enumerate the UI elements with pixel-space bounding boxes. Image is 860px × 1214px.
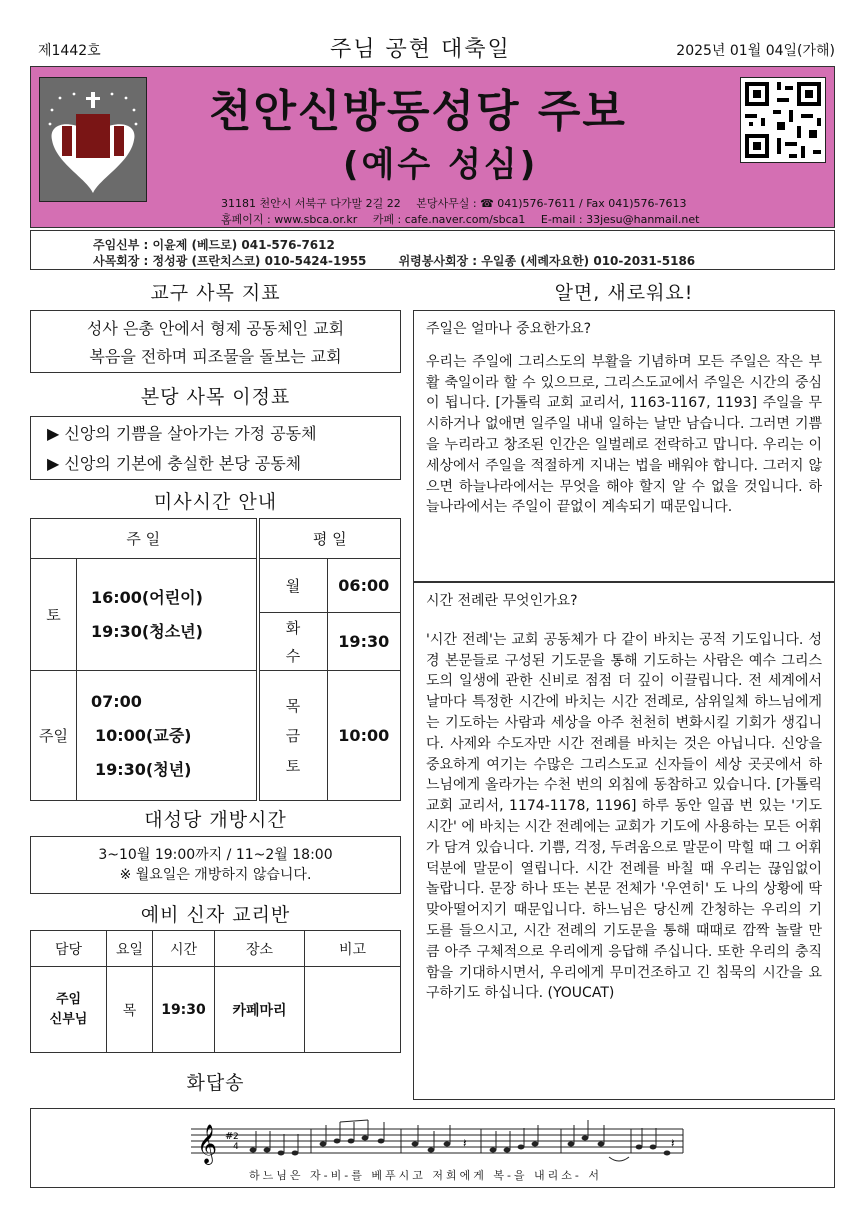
- saturday2-label: 토: [285, 756, 301, 775]
- cate-day: 목: [107, 967, 153, 1053]
- article-2-body: '시간 전례'는 교회 공동체가 다 같이 바치는 공적 기도입니다. 성경 본문들로 구성된 기도문을 통해 기도하는 사람은 예수 그리스도의 일생에 관한 신비로 점점 더 깊이 이끌립니다. 전 세계에서 날마다 특정한 시간에 바치는 시간 전례로, 삼위일체 하느님에게는 기도하는 사람과 세상을 아주 천천히 변화시킬 기회가 생깁니다. 사제와 수도자만 시간 전례를 바치는 것은 아닙니다. 신앙을 중요하게 여기는 수많은 그리스도교 신자들이 세상 곳곳에서 하느님에게 올라가는 수천 번의 외침에 동참하고 있습니다. [가톨릭 교회 교리서, 1174-1178, 1196] 하루 동안 일곱 번 있는 '기도 시간' 에 바치는 시간 전례에는 교회가 기도에 사용하는 모든 어휘가 담겨 있습니다. 기쁨, 걱정, 두려움으로 말문이 막힐 때 그 어휘 덕분에 말문이 열립니다. 시간 전례를 바칠 때 우리는 끊임없이 놀랍니다. 문장 하나 또는 본문 전체가 '우연히' 도 나의 상황에 딱 맞아떨어지기 때문입니다. 하느님은 당신께 간청하는 우리의 기도를 들으시고, 시간 전례의 기도문을 통해 때때로 깜짝 놀랄 만큼 아주 구체적으로 우리에게 응답해 주십니다. 또한 우리의 충직함을 기대하시면서, 우리에게 무미건조하고 긴 침묵의 시간을 요구하기도 하십니다. (YOUCAT): [426, 631, 822, 1002]
- homepage-link[interactable]: 홈페이지 : www.sbca.or.kr: [221, 213, 358, 226]
- bulletin-date: 2025년 01월 04일(가해): [676, 43, 835, 59]
- parish-item-1: ▶ 신앙의 기쁨을 살아가는 가정 공동체: [47, 424, 317, 443]
- council-info: 사목회장 : 정성광 (프란치스코) 010-5424-1955: [93, 254, 367, 268]
- office-phone: 본당사무실 : ☎ 041)576-7611 / Fax 041)576-7613: [416, 197, 687, 210]
- article-1-question: 주일은 얼마나 중요한가요?: [426, 321, 592, 337]
- svg-text:2: 2: [233, 1132, 239, 1142]
- catechumen-title: 예비 신자 교리반: [140, 904, 291, 926]
- sat-time-1: 16:00(어린이): [91, 587, 203, 607]
- sunday-label: 주일: [31, 671, 77, 801]
- contact-line-2: [221, 211, 711, 227]
- cate-header-place: 장소: [215, 931, 305, 967]
- cate-time: 19:30: [153, 967, 215, 1053]
- pastoral-line-2: 복음을 전하며 피조물을 돌보는 교회: [89, 347, 342, 366]
- opening-title: 대성당 개방시간: [144, 809, 287, 831]
- tue-wed-label: [259, 613, 327, 671]
- cate-header-time: 시간: [153, 931, 215, 967]
- tuesday-label: 화: [285, 618, 301, 637]
- article-sunday: [413, 310, 835, 582]
- thursday-label: 목: [285, 696, 301, 715]
- monday-label: 월: [259, 559, 327, 613]
- masthead-banner: [30, 66, 835, 228]
- mass-schedule-table: [30, 518, 401, 801]
- parish-item-2: ▶ 신앙의 기본에 충실한 본당 공동체: [47, 454, 302, 473]
- psalm-music-box: [30, 1108, 835, 1188]
- article-2-question: 시간 전례란 무엇인가요?: [426, 593, 578, 609]
- parish-title: 본당 사목 이정표: [140, 386, 291, 408]
- cate-charge: 주임 신부님: [31, 967, 107, 1053]
- cate-note: [305, 967, 401, 1053]
- cate-header-charge: 담당: [31, 931, 107, 967]
- cate-header-note: 비고: [305, 931, 401, 967]
- sun-time-3: 19:30(청년): [95, 759, 192, 779]
- pastoral-line-1: 성사 은총 안에서 형제 공동체인 교회: [86, 319, 345, 338]
- article-liturgy-hours: [413, 582, 835, 1100]
- pastoral-box: [30, 310, 401, 373]
- sunday-header: 주 일: [31, 519, 257, 559]
- staff-row-1: [93, 236, 363, 253]
- sat-time-2: 19:30(청소년): [91, 621, 203, 641]
- friday-label: 금: [285, 726, 301, 745]
- address: 31181 천안시 서북구 다가말 2길 22: [221, 197, 401, 210]
- music-staff: [191, 1117, 691, 1167]
- news-title: 알면, 새로워요!: [554, 282, 694, 304]
- pastoral-title: 교구 사목 지표: [150, 282, 281, 304]
- wednesday-label: 수: [285, 646, 301, 665]
- opening-line-2: ※ 월요일은 개방하지 않습니다.: [119, 867, 312, 883]
- sun-time-2: 10:00(교중): [95, 725, 192, 745]
- weekday-header: 평 일: [259, 519, 400, 559]
- email-link[interactable]: E-mail : 33jesu@hanmail.net: [540, 213, 700, 226]
- mass-title: 미사시간 안내: [153, 491, 278, 513]
- tue-wed-time: 19:30: [327, 613, 400, 671]
- thu-fri-sat-time: 10:00: [327, 671, 400, 801]
- hymn-title: 화답송: [186, 1072, 245, 1094]
- staff-row-2: [93, 252, 723, 269]
- liturgy-info: 위령봉사회장 : 우일종 (세례자요한) 010-2031-5186: [398, 254, 696, 268]
- svg-text:𝄞: 𝄞: [197, 1124, 218, 1164]
- qr-code-icon[interactable]: [740, 77, 826, 163]
- bulletin-title: 천안신방동성당 주보: [209, 86, 627, 137]
- monday-time: 06:00: [327, 559, 400, 613]
- saturday-label: 토: [31, 559, 77, 671]
- saturday-times: [77, 559, 257, 671]
- parish-box: [30, 416, 401, 480]
- parish-logo: [39, 77, 147, 202]
- pastor-info: 주임신부 : 이윤제 (베드로) 041-576-7612: [93, 238, 335, 252]
- bulletin-subtitle: (예수 성심): [343, 145, 539, 185]
- contact-line-1: [221, 195, 699, 211]
- cate-header-day: 요일: [107, 931, 153, 967]
- catechumen-table: [30, 930, 401, 1053]
- cafe-link[interactable]: 카페 : cafe.naver.com/sbca1: [372, 213, 526, 226]
- staff-info: [30, 230, 835, 270]
- cate-place: 카페마리: [215, 967, 305, 1053]
- feast-title: 주님 공현 대축일: [330, 37, 511, 62]
- svg-text:𝄽: 𝄽: [671, 1136, 675, 1150]
- bulletin-header: [30, 30, 835, 64]
- thu-fri-sat-label: [259, 671, 327, 801]
- svg-text:#: #: [225, 1131, 234, 1142]
- sun-time-1: 07:00: [91, 691, 142, 711]
- issue-number: 제1442호: [38, 43, 101, 59]
- svg-text:𝄽: 𝄽: [463, 1136, 467, 1150]
- article-1-body: 우리는 주일에 그리스도의 부활을 기념하며 모든 주일은 작은 부활 축일이라 할 수 있으므로, 그리스도교에서 주일은 시간의 중심이 됩니다. [가톨릭 교회 교리서, 1163-1167, 1193] 주일을 무시하거나 없애면 일주일 내내 일하는 날만 남습니다. 그러면 기쁨을 누리라고 창조된 인간은 일벌레로 전락하고 맙니다. 우리는 이 세상에서 주일을 적절하게 지내는 법을 배워야 합니다. 그러지 않으면 하늘나라에서는 무엇을 해야 할지 알 수 없을 것입니다. 하늘나라에서는 주일이 끝없이 계속되기 때문입니다.: [426, 353, 822, 516]
- svg-text:4: 4: [233, 1142, 239, 1152]
- sunday-times: [77, 671, 257, 801]
- hymn-lyrics: 하느님은 자-비-를 베푸시고 저희에게 복-을 내리소- 서: [249, 1169, 603, 1182]
- opening-box: [30, 836, 401, 894]
- opening-line-1: 3~10월 19:00까지 / 11~2월 18:00: [98, 847, 333, 863]
